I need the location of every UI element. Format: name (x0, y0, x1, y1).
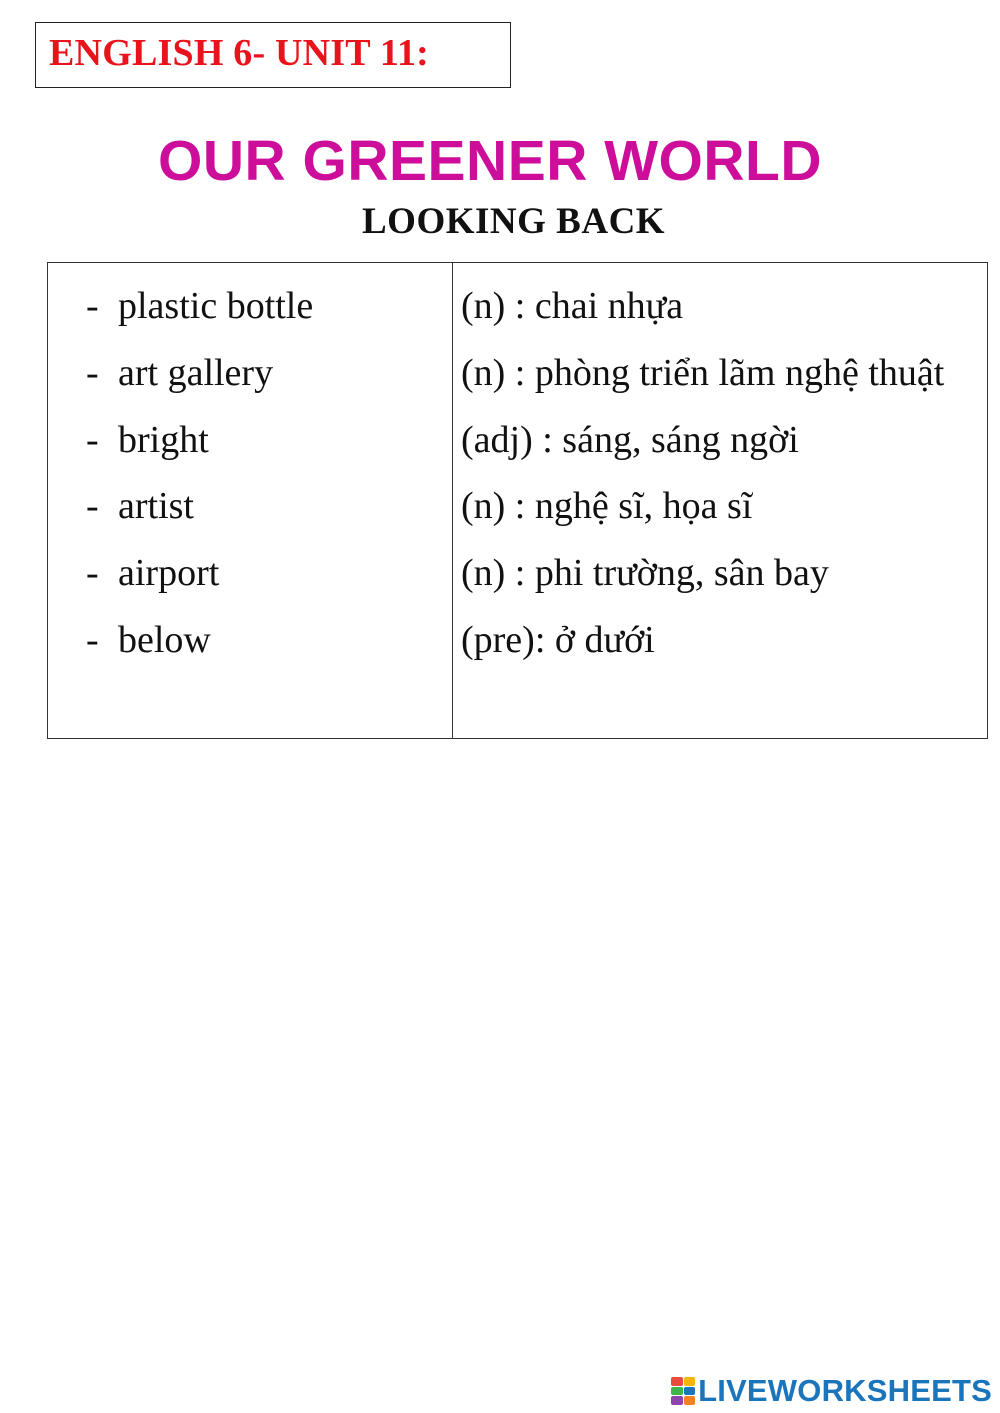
bullet-dash: - (86, 419, 99, 461)
definition-text: (n) : nghệ sĩ, họa sĩ (461, 485, 753, 527)
term-text: artist (118, 485, 194, 527)
term-text: plastic bottle (118, 285, 314, 327)
term-text: art gallery (118, 352, 274, 394)
bullet-dash: - (86, 285, 99, 327)
logo-tile (684, 1387, 696, 1396)
bullet-dash: - (86, 485, 99, 527)
vocabulary-table (47, 262, 988, 739)
logo-tile (671, 1377, 683, 1386)
term-text: bright (118, 419, 209, 461)
subtitle: LOOKING BACK (362, 201, 666, 242)
term-text: airport (118, 552, 220, 594)
term-text: below (118, 619, 211, 661)
logo-tile (684, 1377, 696, 1386)
bullet-dash: - (86, 552, 99, 594)
definition-text: (n) : phi trường, sân bay (461, 552, 829, 594)
column-divider (452, 263, 453, 738)
term-item (86, 351, 273, 395)
brand-text: LIVEWORKSHEETS (698, 1373, 992, 1408)
definition-text: (pre): ở dưới (461, 619, 655, 661)
term-item (86, 618, 211, 662)
logo-tile (671, 1387, 683, 1396)
bullet-dash: - (86, 619, 99, 661)
liveworksheets-logo-icon (671, 1377, 695, 1405)
main-title: OUR GREENER WORLD (158, 129, 822, 193)
logo-tile (684, 1396, 696, 1405)
logo-tile (671, 1396, 683, 1405)
liveworksheets-brand[interactable] (671, 1374, 992, 1408)
unit-title: ENGLISH 6- UNIT 11: (49, 32, 430, 74)
definition-text: (n) : chai nhựa (461, 285, 684, 327)
unit-title-box (35, 22, 511, 88)
definition-text: (n) : phòng triển lãm nghệ thuật (461, 352, 945, 394)
term-item (86, 284, 313, 328)
term-item (86, 418, 209, 462)
bullet-dash: - (86, 352, 99, 394)
definition-text: (adj) : sáng, sáng ngời (461, 419, 799, 461)
term-item (86, 551, 219, 595)
term-item (86, 484, 194, 528)
